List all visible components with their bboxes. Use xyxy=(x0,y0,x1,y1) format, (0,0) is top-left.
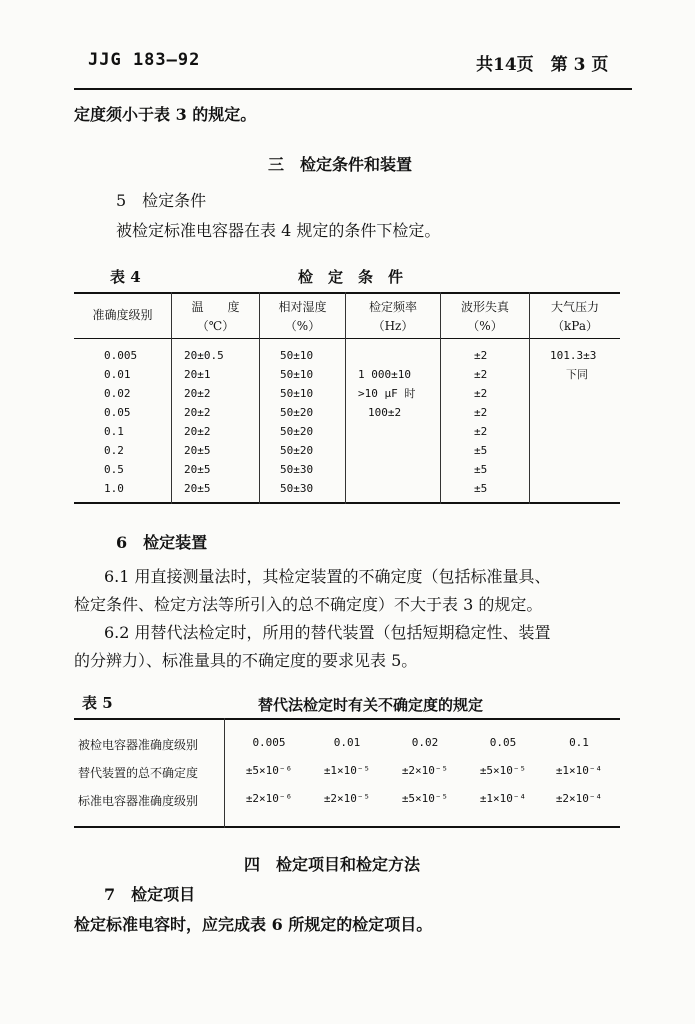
table5-row-label: 替代装置的总不确定度 xyxy=(78,766,199,780)
table5 xyxy=(74,718,620,828)
table-cell: ±5×10⁻⁵ xyxy=(479,764,527,777)
table4-temperature-column xyxy=(184,346,224,498)
table-cell: ±2×10⁻⁵ xyxy=(401,764,449,777)
table-cell: 50±30 xyxy=(280,482,314,495)
table-cell: ±2×10⁻⁶ xyxy=(245,792,293,805)
intro-line: 定度须小于表 3 的规定。 xyxy=(74,105,257,124)
table-cell: ±5 xyxy=(474,482,488,495)
item6-1-line2: 检定条件、检定方法等所引入的总不确定度）不大于表 3 的规定。 xyxy=(74,595,543,614)
item5-title: 5 检定条件 xyxy=(116,191,207,210)
table4-top-rule xyxy=(74,292,620,294)
table4-bottom-rule xyxy=(74,502,620,504)
table-cell: ±2×10⁻⁴ xyxy=(555,792,603,805)
table-cell: 0.01 xyxy=(333,736,361,749)
table5-divider xyxy=(224,718,225,828)
table5-row-label: 标准电容器准确度级别 xyxy=(78,794,199,808)
table-cell: 0.02 xyxy=(104,387,131,400)
header-rule xyxy=(74,88,632,90)
table4-header-temperature: 温 度 （℃） xyxy=(191,300,240,333)
table-cell: ±5 xyxy=(474,463,488,476)
table-cell: ±2 xyxy=(474,425,488,438)
item5-text: 被检定标准电容器在表 4 规定的条件下检定。 xyxy=(116,221,441,240)
item6-title: 6 检定装置 xyxy=(116,533,208,552)
document-code: JJG 183—92 xyxy=(88,50,201,70)
table-cell: 20±2 xyxy=(184,425,211,438)
table4-pressure-column xyxy=(550,346,596,384)
table5-bottom-rule xyxy=(74,826,620,828)
table-cell: 50±20 xyxy=(280,444,314,457)
table5-row-label: 被检电容器准确度级别 xyxy=(78,738,199,752)
table4-header-rule xyxy=(74,338,620,339)
section3-title: 三 检定条件和装置 xyxy=(268,155,413,174)
table4-humidity-column xyxy=(280,346,313,498)
table-cell: 0.1 xyxy=(569,736,589,749)
table-cell: 0.02 xyxy=(411,736,439,749)
table5-title: 替代法检定时有关不确定度的规定 xyxy=(258,696,484,714)
item6-1-line1: 6.1 用直接测量法时，其检定装置的不确定度（包括标准量具、 xyxy=(104,567,551,586)
table-cell: 50±10 xyxy=(280,368,314,381)
table4-distortion-column xyxy=(474,346,487,498)
table-cell: 20±5 xyxy=(184,482,211,495)
section4-title: 四 检定项目和检定方法 xyxy=(244,855,421,874)
table-cell: ±2 xyxy=(474,406,488,419)
table4-title: 检 定 条 件 xyxy=(298,268,404,286)
table-cell: 20±2 xyxy=(184,406,211,419)
table-cell: ±2 xyxy=(474,368,488,381)
table4 xyxy=(74,292,620,504)
table-cell: 50±30 xyxy=(280,463,314,476)
table4-frequency-column xyxy=(358,365,415,422)
table-cell: 0.2 xyxy=(104,444,124,457)
table-cell: 1 000±10 xyxy=(358,368,411,381)
table-cell: 20±5 xyxy=(184,463,211,476)
table4-header-pressure: 大气压力 （kPa） xyxy=(550,300,599,333)
table-cell: ±1×10⁻⁵ xyxy=(323,764,371,777)
table-cell: 0.5 xyxy=(104,463,124,476)
item7-text: 检定标准电容时，应完成表 6 所规定的检定项目。 xyxy=(74,915,433,934)
table4-header-humidity: 相对湿度 （%） xyxy=(278,300,327,333)
table-cell: 20±0.5 xyxy=(184,349,224,362)
table-cell: 1.0 xyxy=(104,482,124,495)
table5-top-rule xyxy=(74,718,620,720)
table-cell: ±1×10⁻⁴ xyxy=(555,764,603,777)
table4-label: 表 4 xyxy=(110,268,141,286)
table-cell: >10 μF 时 xyxy=(358,387,416,400)
table-cell: 0.005 xyxy=(104,349,138,362)
table-cell: ±5×10⁻⁶ xyxy=(245,764,293,777)
item6-2-line1: 6.2 用替代法检定时，所用的替代装置（包括短期稳定性、装置 xyxy=(104,623,551,642)
item7-title: 7 检定项目 xyxy=(104,885,196,904)
table-cell: 0.1 xyxy=(104,425,124,438)
table-cell: 0.005 xyxy=(252,736,286,749)
table-cell: 50±10 xyxy=(280,349,314,362)
table-cell: 下同 xyxy=(566,368,588,381)
table-cell: 20±5 xyxy=(184,444,211,457)
table-cell: 101.3±3 xyxy=(550,349,597,362)
table4-header-distortion: 波形失真 （%） xyxy=(460,300,509,333)
table-cell: ±1×10⁻⁴ xyxy=(479,792,527,805)
table4-header-frequency: 检定频率 （Hz） xyxy=(368,300,417,333)
table-cell: 100±2 xyxy=(368,406,402,419)
table-cell: 0.05 xyxy=(104,406,131,419)
table-cell: ±2 xyxy=(474,387,488,400)
table-cell: 50±20 xyxy=(280,406,314,419)
table-cell: ±5×10⁻⁵ xyxy=(401,792,449,805)
table5-label: 表 5 xyxy=(82,694,113,712)
page-info: 共14页 第 3 页 xyxy=(476,55,609,75)
table4-accuracy-column xyxy=(104,346,137,498)
table-cell: 0.05 xyxy=(489,736,517,749)
table4-header-accuracy: 准确度级别 xyxy=(92,308,153,322)
table-cell: ±2×10⁻⁵ xyxy=(323,792,371,805)
item6-2-line2: 的分辨力）、标准量具的不确定度的要求见表 5。 xyxy=(74,651,418,670)
table-cell: 0.01 xyxy=(104,368,131,381)
table-cell: 50±20 xyxy=(280,425,314,438)
table-cell: 20±2 xyxy=(184,387,211,400)
table-cell: 50±10 xyxy=(280,387,314,400)
table-cell: ±5 xyxy=(474,444,488,457)
table-cell: 20±1 xyxy=(184,368,211,381)
table-cell: ±2 xyxy=(474,349,488,362)
